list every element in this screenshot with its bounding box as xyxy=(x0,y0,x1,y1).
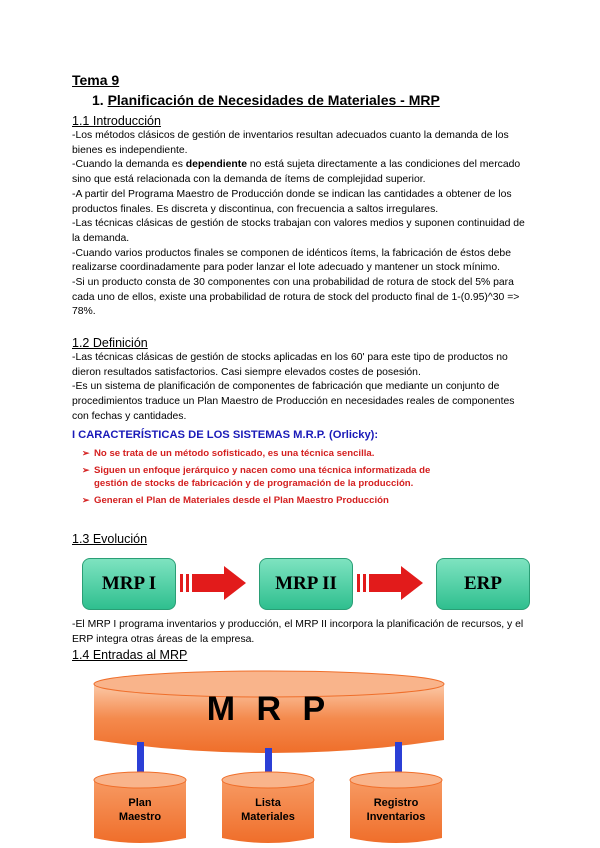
tema-heading: Tema 9 xyxy=(72,72,120,88)
definicion-heading: 1.2 Definición xyxy=(72,336,148,350)
caracteristicas-list xyxy=(82,447,462,507)
mrp-main-label: M R P xyxy=(206,690,332,728)
mrp2-box: MRP II xyxy=(259,558,353,610)
title-number: 1. xyxy=(92,92,104,108)
intro-p6: -Si un producto consta de 30 componentes con una probabilidad de rotura de stock del 5% para cada uno de ellos, existe una probabilidad de rotura de stock del producto final de 1-(0.95)^30 => 78%. xyxy=(72,277,520,318)
evolucion-heading: 1.3 Evolución xyxy=(72,532,148,546)
arrow-right-icon xyxy=(180,566,250,600)
definicion-p2: -Es un sistema de planificación de componentes de fabricación que mediante un conjunto de procedimientos traduce un Plan Maestro de Producción en necesidades reales de componentes con fechas y cantidades. xyxy=(72,381,515,422)
page-title xyxy=(92,92,440,108)
mrp1-box: MRP I xyxy=(82,558,176,610)
evolucion-text: -El MRP I programa inventarios y producción, el MRP II incorpora la planificación de recursos, y el ERP integra otras áreas de la empresa. xyxy=(72,619,524,645)
caracteristicas-title: I CARACTERÍSTICAS DE LOS SISTEMAS M.R.P. (Orlicky): xyxy=(72,429,379,441)
intro-p2: -Cuando la demanda es dependiente no está sujeta directamente a las condiciones del mercado sino que está relacionada con la demanda de ítems de complejidad superior. xyxy=(72,159,521,186)
connector-line xyxy=(137,742,144,776)
intro-p3: -A partir del Programa Maestro de Producción donde se indican las cantidades a obtener de los productos finales. Es discreta y discontinua, con frecuencia a saltos irregulares. xyxy=(72,188,512,215)
caracteristicas-marker: I xyxy=(72,429,76,441)
entradas-heading: 1.4 Entradas al MRP xyxy=(72,648,188,662)
intro-body xyxy=(72,129,532,320)
definicion-p1: -Las técnicas clásicas de gestión de stocks aplicadas en los 60' para este tipo de productos no dieron resultados satisfactorios. Casi siempre elevados costes de posesión. xyxy=(72,352,508,378)
input-label-plan: Plan Maestro xyxy=(118,797,162,823)
erp-box: ERP xyxy=(436,558,530,610)
definicion-body xyxy=(72,351,532,425)
list-item: ➢ Siguen un enfoque jerárquico y nacen como una técnica informatizada de gestión de stocks de fabricación y de programación de la producción. xyxy=(82,464,431,490)
arrow-right-icon xyxy=(357,566,427,600)
arrow-bullet-icon: ➢ xyxy=(82,448,90,458)
intro-p1: -Los métodos clásicos de gestión de inventarios resultan adecuados cuanto la demanda de los bienes es independiente. xyxy=(72,130,509,156)
list-item: ➢ No se trata de un método sofisticado, es una técnica sencilla. xyxy=(82,448,375,459)
intro-heading: 1.1 Introducción xyxy=(72,114,161,128)
arrow-bullet-icon: ➢ xyxy=(82,464,90,475)
input-label-registro: Registro Inventarios xyxy=(366,797,426,823)
arrow-bullet-icon: ➢ xyxy=(82,494,90,505)
input-label-lista: Lista Materiales xyxy=(241,797,295,823)
intro-p5: -Cuando varios productos finales se componen de idénticos ítems, la fabricación de éstos debe realizarse coordinadamente para poder lanzar el lote adecuado y mantener un stock mínimo. xyxy=(72,247,511,274)
connector-line xyxy=(395,742,402,776)
list-item: ➢ Generan el Plan de Materiales desde el Plan Maestro Producción xyxy=(82,494,389,506)
title-text: Planificación de Necesidades de Materiales - MRP xyxy=(107,92,440,108)
intro-p4: -Las técnicas clásicas de gestión de stocks trabajan con valores medios y suponen continuidad de la demanda. xyxy=(72,218,525,244)
